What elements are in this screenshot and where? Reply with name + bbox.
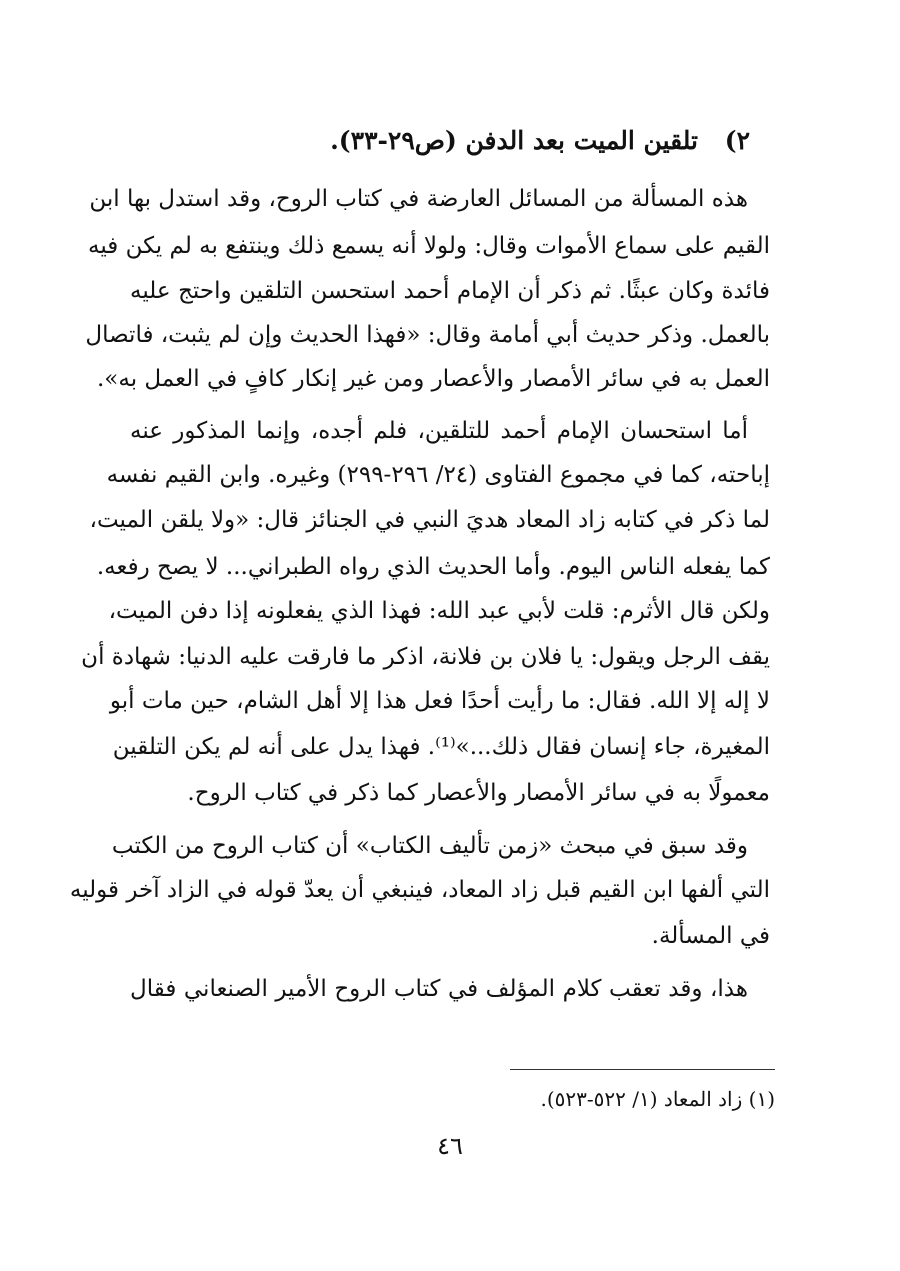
text-line: هذا، وقد تعقب كلام المؤلف في كتاب الروح الأمير الصنعاني فقال (130, 976, 748, 1002)
text-line: لما ذكر في كتابه زاد المعاد هديَ النبي في الجنائز قال: «ولا يلقن الميت، (89, 507, 770, 533)
text-line: فائدة وكان عبثًا. ثم ذكر أن الإمام أحمد استحسن التلقين واحتج عليه (130, 278, 770, 304)
text-line: هذه المسألة من المسائل العارضة في كتاب الروح، وقد استدل بها ابن (89, 186, 748, 212)
text-line: القيم على سماع الأموات وقال: ولولا أنه يسمع ذلك وينتفع به لم يكن فيه (88, 233, 770, 259)
text-line: ولكن قال الأثرم: قلت لأبي عبد الله: فهذا الذي يفعلونه إذا دفن الميت، (108, 598, 770, 624)
footnote: (١) زاد المعاد (١/ ٥٢٢-٥٢٣). (540, 1087, 775, 1111)
text-line: العمل به في سائر الأمصار والأعصار ومن غير إنكار كافٍ في العمل به». (97, 366, 770, 392)
section-number: ٢) (724, 126, 750, 155)
text-line: إباحته، كما في مجموع الفتاوى (٢٤/ ٢٩٦-٢٩٩) وغيره. وابن القيم نفسه (106, 462, 770, 488)
text-line: في المسألة. (651, 923, 770, 949)
text-line: التي ألفها ابن القيم قبل زاد المعاد، فينبغي أن يعدّ قوله في الزاد آخر قوليه (69, 877, 770, 903)
text-line: أما استحسان الإمام أحمد للتلقين، فلم أجده، وإنما المذكور عنه (130, 418, 748, 444)
footnote-divider (510, 1069, 775, 1070)
text-line: وقد سبق في مبحث «زمن تأليف الكتاب» أن كتاب الروح من الكتب (111, 833, 748, 859)
text-line: يقف الرجل ويقول: يا فلان بن فلانة، اذكر ما فارقت عليه الدنيا: شهادة أن (81, 644, 770, 670)
text-line: المغيرة، جاء إنسان فقال ذلك...»⁽¹⁾. فهذا يدل على أنه لم يكن التلقين (112, 734, 770, 760)
page-number: ٤٦ (437, 1132, 463, 1160)
text-line: معمولًا به في سائر الأمصار والأعصار كما ذكر في كتاب الروح. (187, 780, 770, 806)
text-line: كما يفعله الناس اليوم. وأما الحديث الذي رواه الطبراني... لا يصح رفعه. (96, 554, 770, 580)
section-title: تلقين الميت بعد الدفن (ص٢٩-٣٣). (330, 126, 698, 155)
text-line: بالعمل. وذكر حديث أبي أمامة وقال: «فهذا الحديث وإن لم يثبت، فاتصال (85, 322, 770, 348)
text-line: لا إله إلا الله. فقال: ما رأيت أحدًا فعل هذا إلا أهل الشام، حين مات أبو (109, 688, 770, 714)
section-heading (330, 126, 750, 155)
